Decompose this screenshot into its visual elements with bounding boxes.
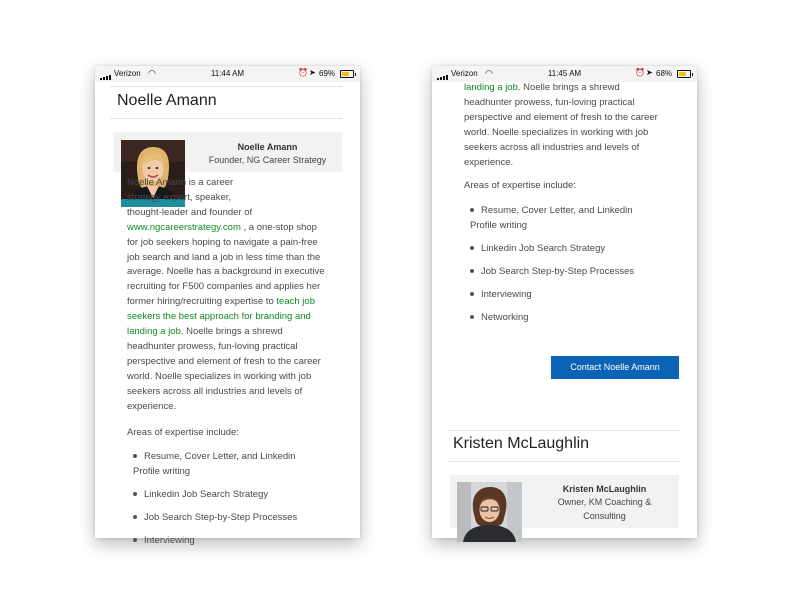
profile-name: Noelle Amann [237, 142, 298, 152]
bio-line: experience. [464, 156, 514, 168]
wifi-icon: ◠ [485, 68, 493, 78]
location-icon: ➤ [646, 68, 653, 77]
battery-percent: 68% [656, 69, 673, 78]
skill-label: Networking [481, 312, 529, 323]
areas-intro: Areas of expertise include: [464, 180, 576, 191]
skill-label: Linkedin Job Search Strategy [144, 489, 269, 500]
bullet-icon [470, 292, 474, 296]
divider [111, 86, 342, 87]
skill-item [470, 264, 670, 279]
skill-item [133, 533, 333, 548]
bio-line: experience. [127, 400, 177, 412]
bio-line: perspective and element of fresh to the career [464, 111, 658, 123]
bullet-icon [133, 492, 137, 496]
phone-screen-1 [95, 66, 360, 546]
bio-line: headhunter prowess, fun-loving practical [464, 96, 635, 108]
bio-link[interactable]: landing a job [464, 82, 518, 93]
profile-name: Kristen McLaughlin [562, 484, 647, 494]
carrier-label: Verizon [451, 69, 478, 78]
profile-title-line: Owner, KM Coaching & [557, 497, 652, 507]
bio-line: seekers across all industries and levels of [127, 385, 303, 397]
profile-bio [464, 81, 676, 170]
skill-item [133, 487, 333, 502]
clock: 11:45 AM [547, 69, 582, 78]
bio-line [127, 310, 339, 325]
bullet-icon [133, 454, 137, 458]
battery-icon [677, 70, 691, 78]
bio-line: landing a job. Noelle brings a shrewd [127, 326, 283, 338]
divider [111, 118, 342, 119]
bio-line: recruiting for F500 companies and applies her [127, 281, 321, 293]
bio-line: world. Noelle specializes in working with job [127, 370, 312, 382]
bullet-icon [133, 538, 137, 542]
status-bar [432, 66, 697, 82]
profile-title: Founder, NG Career Strategy [208, 155, 327, 165]
skill-item [470, 310, 670, 325]
skill-label: Linkedin Job Search Strategy [481, 243, 606, 254]
skill-label: Resume, Cover Letter, and Linkedin [144, 451, 296, 462]
carrier-label: Verizon [114, 69, 141, 78]
divider [448, 430, 679, 431]
bio-line: landing a job. Noelle brings a shrewd [464, 82, 620, 93]
bio-line: thought-leader and founder of [127, 206, 253, 218]
page-content[interactable] [432, 82, 697, 538]
bullet-icon [470, 208, 474, 212]
bio-line: perspective and element of fresh to the career [127, 355, 321, 367]
profile-photo [457, 482, 522, 542]
alarm-icon: ⏰ [635, 68, 645, 77]
bio-line: job search and land a job in less time than the [127, 251, 321, 263]
bio-line: Noelle Amann is a career [127, 177, 234, 188]
skill-label: Job Search Step-by-Step Processes [481, 266, 635, 277]
bio-line: seekers across all industries and levels of [464, 141, 640, 153]
skill-label: Job Search Step-by-Step Processes [144, 512, 298, 523]
skill-label: Profile writing [470, 220, 528, 231]
skill-label: Resume, Cover Letter, and Linkedin [481, 205, 633, 216]
bio-line: strategy expert, speaker, [127, 191, 232, 203]
skill-item [470, 241, 670, 256]
contact-button[interactable]: Contact Noelle Amann [551, 356, 679, 379]
bio-link[interactable]: teach job [276, 296, 315, 308]
bio-line: former hiring/recruiting expertise to teach job [127, 296, 315, 308]
skill-item [133, 449, 333, 479]
bullet-icon [470, 269, 474, 273]
phone-screen-2 [432, 66, 697, 538]
alarm-icon: ⏰ [298, 68, 308, 77]
wifi-icon: ◠ [148, 68, 156, 78]
bio-link[interactable]: seekers the best approach for branding and [127, 311, 311, 323]
profile-bio [127, 176, 339, 415]
clock: 11:44 AM [210, 69, 245, 78]
battery-percent: 69% [319, 69, 336, 78]
bio-link[interactable]: www.ngcareerstrategy.com [127, 221, 241, 233]
bio-line: for job seekers hoping to navigate a pain-free [127, 236, 318, 248]
skill-item [133, 510, 333, 525]
skill-item [470, 287, 670, 302]
profile-title-line: Consulting [583, 511, 626, 521]
section-title: Kristen McLaughlin [453, 435, 590, 452]
bio-line: average. Noelle has a background in executive [127, 266, 325, 278]
areas-intro: Areas of expertise include: [127, 427, 239, 438]
section-title: Noelle Amann [117, 92, 217, 109]
bio-line: www.ngcareerstrategy.com , a one-stop shop [127, 221, 317, 233]
page-content[interactable] [95, 82, 360, 546]
status-bar [95, 66, 360, 82]
bio-line: world. Noelle specializes in working with job [464, 126, 649, 138]
divider [448, 461, 679, 462]
bullet-icon [470, 246, 474, 250]
skill-item [470, 203, 670, 233]
bullet-icon [133, 515, 137, 519]
skill-label: Profile writing [133, 466, 191, 477]
bullet-icon [470, 315, 474, 319]
location-icon: ➤ [309, 68, 316, 77]
bio-link[interactable]: landing a job [127, 326, 181, 338]
profile-title [532, 495, 677, 523]
bio-line: headhunter prowess, fun-loving practical [127, 340, 298, 352]
skill-label: Interviewing [144, 535, 195, 546]
battery-icon [340, 70, 354, 78]
skill-label: Interviewing [481, 289, 532, 300]
